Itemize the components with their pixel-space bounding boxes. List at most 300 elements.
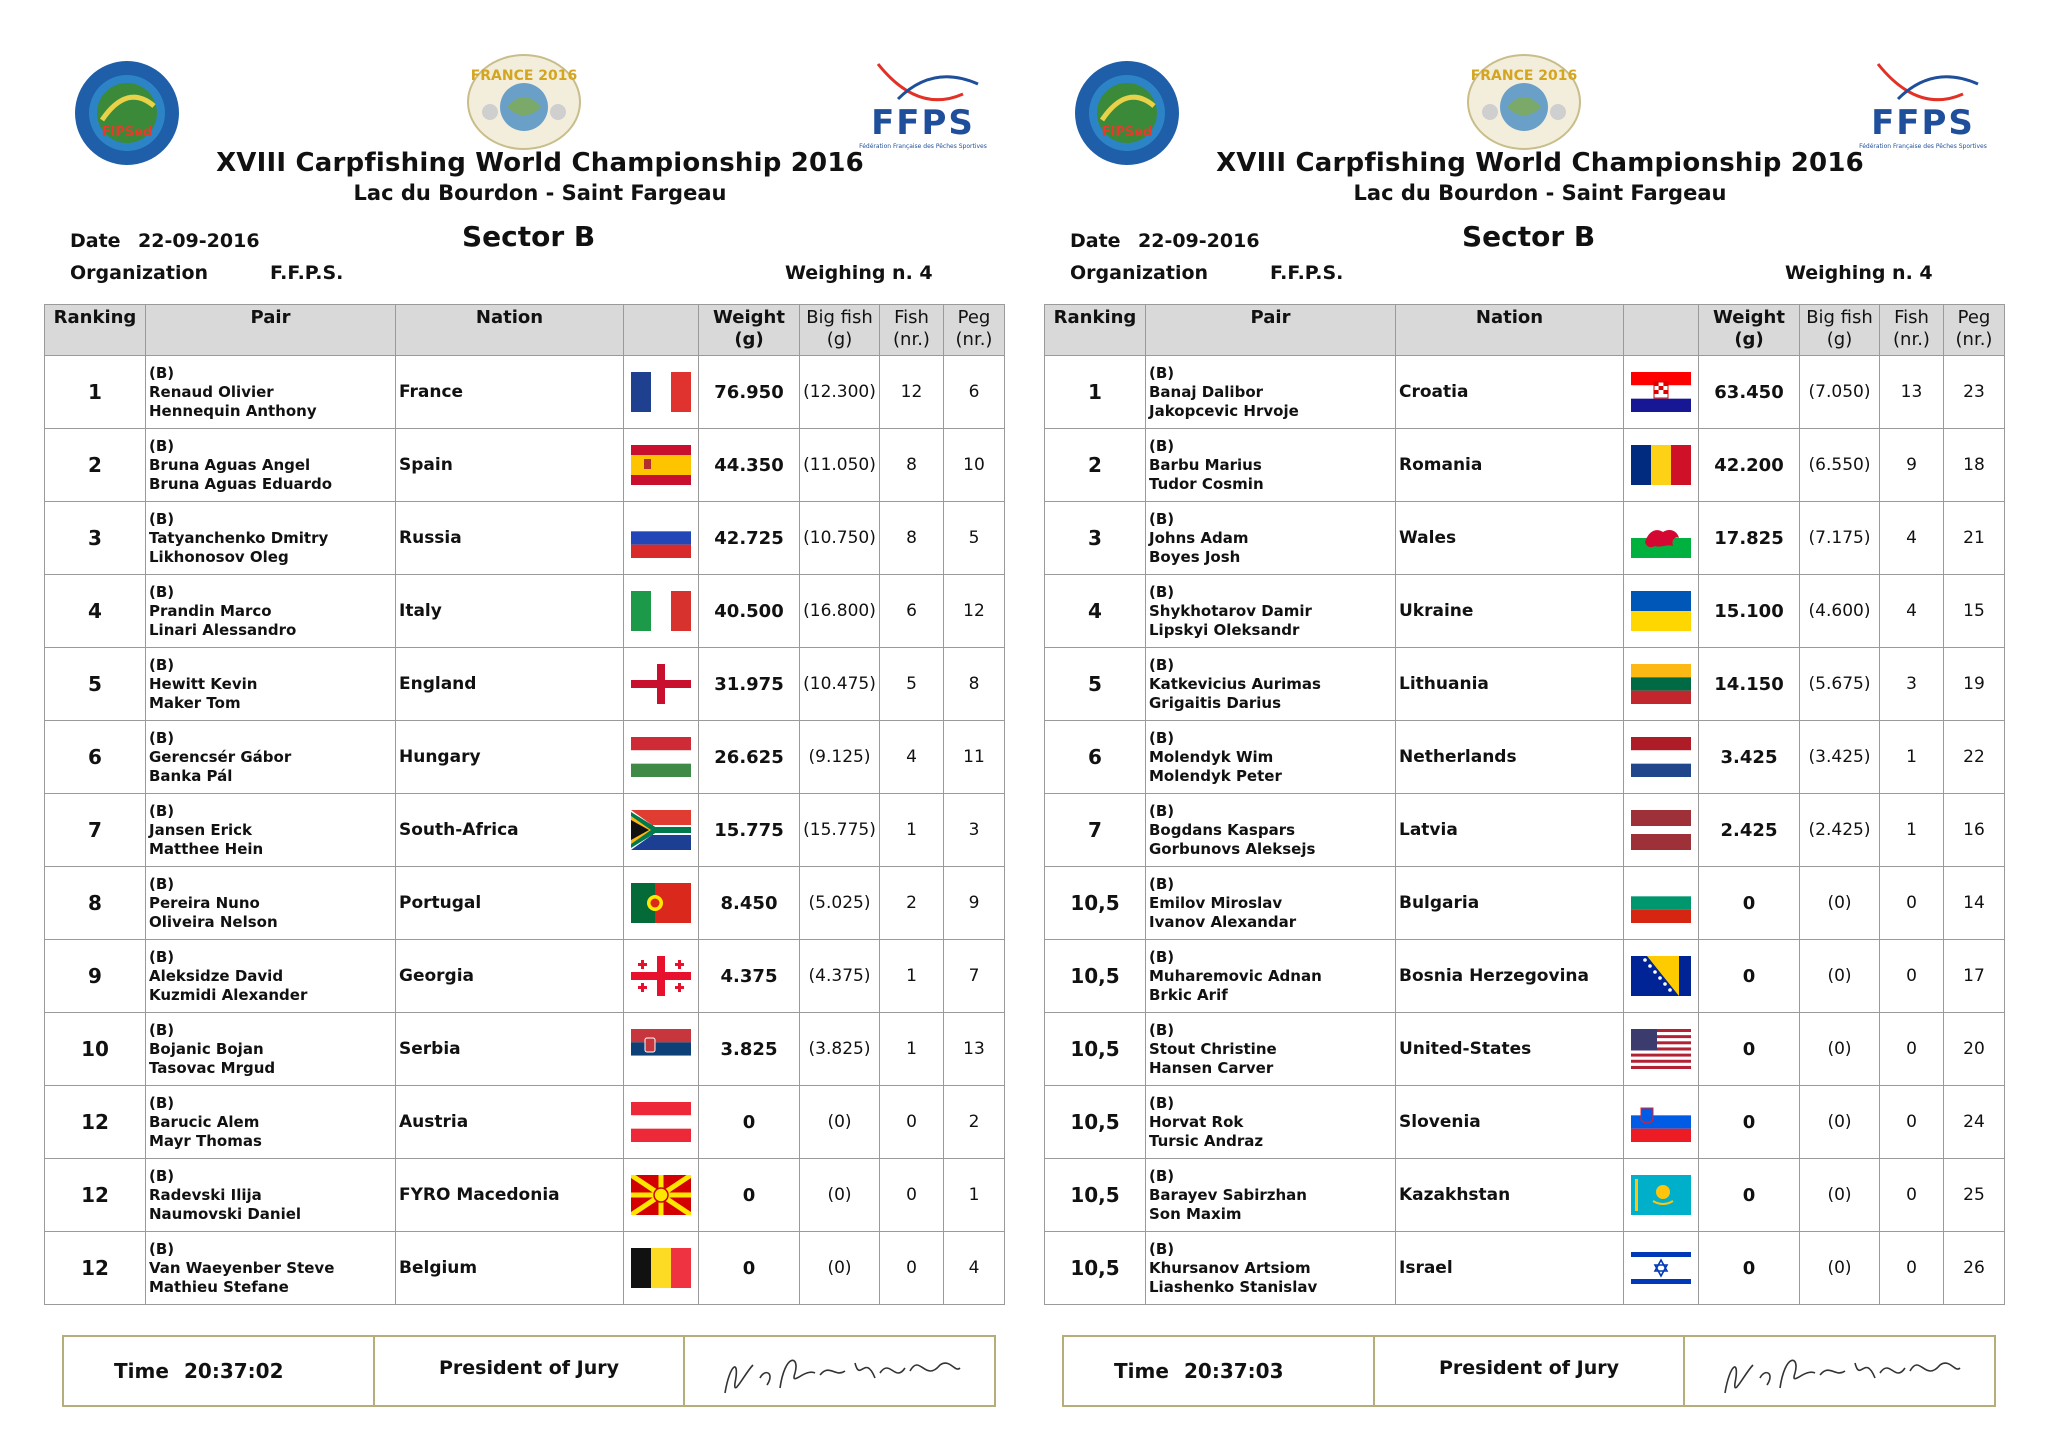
nation-cell: Ukraine [1396, 575, 1624, 648]
nation-cell: Italy [396, 575, 624, 648]
fish-count-cell: 4 [1880, 502, 1944, 575]
table-row [1045, 940, 2005, 1013]
fish-count-cell: 1 [880, 794, 944, 867]
fish-count-cell: 0 [880, 1232, 944, 1305]
flag-cell [1624, 1013, 1699, 1086]
page-title: XVIII Carpfishing World Championship 2016 [1216, 148, 1864, 178]
peg-cell: 25 [1944, 1159, 2005, 1232]
usa-flag [1631, 1029, 1691, 1069]
ranking-cell: 5 [1045, 648, 1146, 721]
pair-cell [1146, 1159, 1396, 1232]
col-header-pair: Pair [1146, 305, 1396, 356]
weight-cell: 40.500 [699, 575, 800, 648]
ffps-logo-text: FFPS [1871, 103, 1975, 143]
ranking-cell: 5 [45, 648, 146, 721]
nation-cell: England [396, 648, 624, 721]
fish-count-cell: 0 [1880, 1232, 1944, 1305]
netherlands-flag [1631, 737, 1691, 777]
table-row [45, 502, 1005, 575]
bigfish-cell: (0) [1800, 940, 1880, 1013]
pair-sector: (B) [149, 874, 175, 893]
nation-cell: Belgium [396, 1232, 624, 1305]
weighing-number: Weighing n. 4 [1785, 262, 1933, 284]
fish-count-cell: 3 [1880, 648, 1944, 721]
nation-cell: Bulgaria [1396, 867, 1624, 940]
pair-cell [1146, 356, 1396, 429]
pair-member-1: Bogdans Kaspars [1149, 820, 1296, 839]
bulgaria-flag [1631, 883, 1691, 923]
hungary-flag [631, 737, 691, 777]
pair-member-1: Bojanic Bojan [149, 1039, 264, 1058]
results-body [45, 356, 1005, 1305]
nation-cell: Austria [396, 1086, 624, 1159]
pair-member-1: Shykhotarov Damir [1149, 601, 1312, 620]
pair-cell [146, 867, 396, 940]
pair-cell [146, 429, 396, 502]
ranking-cell: 8 [45, 867, 146, 940]
latvia-flag [1631, 810, 1691, 850]
pair-cell [1146, 1013, 1396, 1086]
fish-count-cell: 2 [880, 867, 944, 940]
pair-cell [1146, 867, 1396, 940]
table-row [1045, 502, 2005, 575]
peg-cell: 18 [1944, 429, 2005, 502]
bigfish-cell: (5.025) [800, 867, 880, 940]
nation-cell: Kazakhstan [1396, 1159, 1624, 1232]
col-header-peg: Peg (nr.) [1944, 305, 2005, 356]
nation-cell: Croatia [1396, 356, 1624, 429]
table-row [45, 940, 1005, 1013]
pair-cell [146, 356, 396, 429]
fish-count-cell: 0 [1880, 1013, 1944, 1086]
weight-cell: 17.825 [1699, 502, 1800, 575]
nation-cell: Hungary [396, 721, 624, 794]
flag-cell [624, 721, 699, 794]
table-row [1045, 794, 2005, 867]
nation-cell: Slovenia [1396, 1086, 1624, 1159]
flag-cell [624, 1013, 699, 1086]
ranking-cell: 10,5 [1045, 1013, 1146, 1086]
peg-cell: 24 [1944, 1086, 2005, 1159]
israel-flag [1631, 1248, 1691, 1288]
footer-jury-cell [1375, 1337, 1686, 1405]
weight-cell: 0 [1699, 1013, 1800, 1086]
col-header-weight: Weight (g) [699, 305, 800, 356]
pair-member-2: Molendyk Peter [1149, 766, 1282, 785]
pair-member-1: Horvat Rok [1149, 1112, 1244, 1131]
pair-member-1: Khursanov Artsiom [1149, 1258, 1311, 1277]
pair-sector: (B) [149, 582, 175, 601]
fish-count-cell: 8 [880, 502, 944, 575]
fish-count-cell: 0 [880, 1086, 944, 1159]
pair-cell [146, 575, 396, 648]
pair-member-1: Barayev Sabirzhan [1149, 1185, 1307, 1204]
peg-cell: 12 [944, 575, 1005, 648]
peg-cell: 2 [944, 1086, 1005, 1159]
weight-cell: 26.625 [699, 721, 800, 794]
organization-value: F.F.P.S. [270, 262, 344, 284]
nation-cell: Portugal [396, 867, 624, 940]
serbia-flag [631, 1029, 691, 1069]
table-row [45, 356, 1005, 429]
pair-member-2: Son Maxim [1149, 1204, 1242, 1223]
col-header-fish: Fish (nr.) [1880, 305, 1944, 356]
fish-count-cell: 13 [1880, 356, 1944, 429]
england-flag [631, 664, 691, 704]
bigfish-cell: (0) [800, 1232, 880, 1305]
weight-cell: 0 [1699, 867, 1800, 940]
ranking-cell: 10,5 [1045, 940, 1146, 1013]
pair-member-2: Likhonosov Oleg [149, 547, 289, 566]
table-row [45, 648, 1005, 721]
flag-cell [1624, 1086, 1699, 1159]
col-header-flag [624, 305, 699, 356]
bigfish-cell: (5.675) [1800, 648, 1880, 721]
macedonia-flag [631, 1175, 691, 1215]
pair-member-2: Mathieu Stefane [149, 1277, 289, 1296]
pair-sector: (B) [149, 801, 175, 820]
col-header-fish: Fish (nr.) [880, 305, 944, 356]
ffps-logo-text: FFPS [871, 103, 975, 143]
nation-cell: Georgia [396, 940, 624, 1013]
organization-label: Organization [1070, 262, 1209, 284]
bigfish-cell: (4.375) [800, 940, 880, 1013]
page-title: XVIII Carpfishing World Championship 2016 [216, 148, 864, 178]
pair-cell [146, 648, 396, 721]
footer-box [62, 1335, 996, 1407]
fish-count-cell: 4 [880, 721, 944, 794]
bigfish-cell: (4.600) [1800, 575, 1880, 648]
pair-member-2: Tursic Andraz [1149, 1131, 1264, 1150]
president-of-jury-label: President of Jury [1439, 1357, 1619, 1379]
table-row [45, 1013, 1005, 1086]
pair-sector: (B) [1149, 655, 1175, 674]
ffps-logo [1858, 54, 1988, 154]
pair-sector: (B) [1149, 509, 1175, 528]
pair-member-1: Renaud Olivier [149, 382, 274, 401]
pair-member-1: Hewitt Kevin [149, 674, 258, 693]
pair-member-1: Johns Adam [1149, 528, 1249, 547]
pair-member-2: Brkic Arif [1149, 985, 1228, 1004]
bigfish-cell: (0) [1800, 1159, 1880, 1232]
fish-count-cell: 9 [1880, 429, 1944, 502]
bigfish-cell: (0) [1800, 1232, 1880, 1305]
pair-cell [1146, 429, 1396, 502]
weight-cell: 76.950 [699, 356, 800, 429]
belgium-flag [631, 1248, 691, 1288]
ranking-cell: 1 [45, 356, 146, 429]
peg-cell: 26 [1944, 1232, 2005, 1305]
table-header-row [1045, 305, 2005, 356]
pair-member-2: Grigaitis Darius [1149, 693, 1282, 712]
signature [705, 1343, 975, 1403]
france-2016-logo [1465, 52, 1583, 152]
weight-cell: 4.375 [699, 940, 800, 1013]
pair-sector: (B) [1149, 1020, 1175, 1039]
france-2016-logo [465, 52, 583, 152]
weight-cell: 14.150 [1699, 648, 1800, 721]
pair-sector: (B) [149, 1166, 175, 1185]
pair-member-1: Prandin Marco [149, 601, 272, 620]
pair-member-1: Banaj Dalibor [1149, 382, 1264, 401]
pair-member-2: Gorbunovs Aleksejs [1149, 839, 1316, 858]
signature [1705, 1343, 1975, 1403]
nation-cell: Latvia [1396, 794, 1624, 867]
footer-time-cell [1064, 1337, 1375, 1405]
pair-member-2: Kuzmidi Alexander [149, 985, 308, 1004]
pair-sector: (B) [149, 655, 175, 674]
pair-member-1: Van Waeyenber Steve [149, 1258, 335, 1277]
weight-cell: 42.200 [1699, 429, 1800, 502]
table-header-row [45, 305, 1005, 356]
pair-member-1: Molendyk Wim [1149, 747, 1274, 766]
peg-cell: 3 [944, 794, 1005, 867]
ranking-cell: 7 [1045, 794, 1146, 867]
pair-sector: (B) [1149, 1093, 1175, 1112]
peg-cell: 9 [944, 867, 1005, 940]
ranking-cell: 3 [1045, 502, 1146, 575]
col-header-bigfish: Big fish (g) [1800, 305, 1880, 356]
pair-member-2: Linari Alessandro [149, 620, 297, 639]
peg-cell: 21 [1944, 502, 2005, 575]
pair-cell [146, 794, 396, 867]
pair-cell [1146, 1086, 1396, 1159]
fish-count-cell: 8 [880, 429, 944, 502]
table-row [1045, 356, 2005, 429]
fish-count-cell: 5 [880, 648, 944, 721]
result-sheet [1040, 0, 2040, 1447]
col-header-ranking: Ranking [1045, 305, 1146, 356]
pair-member-2: Tudor Cosmin [1149, 474, 1264, 493]
fish-count-cell: 1 [880, 1013, 944, 1086]
table-row [1045, 721, 2005, 794]
pair-member-2: Oliveira Nelson [149, 912, 278, 931]
flag-cell [624, 648, 699, 721]
bigfish-cell: (3.825) [800, 1013, 880, 1086]
ranking-cell: 2 [1045, 429, 1146, 502]
bigfish-cell: (0) [1800, 867, 1880, 940]
weight-cell: 15.100 [1699, 575, 1800, 648]
weight-cell: 0 [1699, 1159, 1800, 1232]
ranking-cell: 9 [45, 940, 146, 1013]
lithuania-flag [1631, 664, 1691, 704]
flag-cell [624, 502, 699, 575]
portugal-flag [631, 883, 691, 923]
bigfish-cell: (9.125) [800, 721, 880, 794]
bigfish-cell: (0) [800, 1159, 880, 1232]
pair-cell [1146, 721, 1396, 794]
peg-cell: 13 [944, 1013, 1005, 1086]
time-value: 20:37:02 [184, 1359, 284, 1383]
pair-cell [1146, 648, 1396, 721]
fish-count-cell: 0 [1880, 1159, 1944, 1232]
pair-member-1: Stout Christine [1149, 1039, 1277, 1058]
bigfish-cell: (7.175) [1800, 502, 1880, 575]
pair-sector: (B) [1149, 1239, 1175, 1258]
pair-member-2: Matthee Hein [149, 839, 264, 858]
peg-cell: 4 [944, 1232, 1005, 1305]
pair-member-2: Lipskyi Oleksandr [1149, 620, 1300, 639]
result-sheet [40, 0, 1040, 1447]
fish-count-cell: 1 [1880, 721, 1944, 794]
bigfish-cell: (10.750) [800, 502, 880, 575]
col-header-flag [1624, 305, 1699, 356]
slovenia-flag [1631, 1102, 1691, 1142]
table-row [45, 794, 1005, 867]
france-logo-text: FRANCE 2016 [1470, 68, 1578, 84]
table-row [1045, 429, 2005, 502]
pair-sector: (B) [149, 1239, 175, 1258]
flag-cell [624, 1232, 699, 1305]
pair-member-2: Hennequin Anthony [149, 401, 317, 420]
spain-flag [631, 445, 691, 485]
ffps-logo-subtext: Fédération Française des Pêches Sportives [1859, 143, 1987, 150]
pair-cell [1146, 1232, 1396, 1305]
flag-cell [624, 429, 699, 502]
nation-cell: South-Africa [396, 794, 624, 867]
peg-cell: 1 [944, 1159, 1005, 1232]
nation-cell: Netherlands [1396, 721, 1624, 794]
col-header-pair: Pair [146, 305, 396, 356]
ranking-cell: 12 [45, 1159, 146, 1232]
page-subtitle: Lac du Bourdon - Saint Fargeau [353, 181, 727, 205]
ranking-cell: 1 [1045, 356, 1146, 429]
weight-cell: 3.825 [699, 1013, 800, 1086]
weight-cell: 42.725 [699, 502, 800, 575]
nation-cell: Bosnia Herzegovina [1396, 940, 1624, 1013]
footer-signature-cell [1685, 1337, 1994, 1405]
bigfish-cell: (0) [800, 1086, 880, 1159]
weight-cell: 3.425 [1699, 721, 1800, 794]
weight-cell: 0 [1699, 1232, 1800, 1305]
bosnia-flag [1631, 956, 1691, 996]
ranking-cell: 10 [45, 1013, 146, 1086]
weight-cell: 15.775 [699, 794, 800, 867]
footer-signature-cell [685, 1337, 994, 1405]
organization-label: Organization [70, 262, 209, 284]
pair-member-1: Tatyanchenko Dmitry [149, 528, 329, 547]
pair-sector: (B) [1149, 947, 1175, 966]
pair-sector: (B) [1149, 728, 1175, 747]
pair-member-2: Tasovac Mrgud [149, 1058, 276, 1077]
weight-cell: 31.975 [699, 648, 800, 721]
flag-cell [1624, 794, 1699, 867]
nation-cell: Spain [396, 429, 624, 502]
pair-cell [146, 721, 396, 794]
table-row [45, 867, 1005, 940]
pair-cell [146, 1232, 396, 1305]
table-row [1045, 867, 2005, 940]
fipsed-logo-text: FIPSed [101, 125, 153, 140]
flag-cell [1624, 648, 1699, 721]
pair-member-1: Muharemovic Adnan [1149, 966, 1322, 985]
time-value: 20:37:03 [1184, 1359, 1284, 1383]
pair-sector: (B) [149, 509, 175, 528]
table-row [45, 1159, 1005, 1232]
date-label: Date [70, 230, 121, 252]
bigfish-cell: (3.425) [1800, 721, 1880, 794]
pair-cell [1146, 940, 1396, 1013]
time-label: Time [1114, 1359, 1169, 1383]
ranking-cell: 10,5 [1045, 1086, 1146, 1159]
time-label: Time [114, 1359, 169, 1383]
pair-member-1: Emilov Miroslav [1149, 893, 1283, 912]
pair-member-1: Barbu Marius [1149, 455, 1262, 474]
ranking-cell: 4 [45, 575, 146, 648]
bigfish-cell: (16.800) [800, 575, 880, 648]
pair-member-2: Mayr Thomas [149, 1131, 262, 1150]
pair-member-2: Boyes Josh [1149, 547, 1241, 566]
pair-sector: (B) [1149, 1166, 1175, 1185]
pair-cell [146, 940, 396, 1013]
russia-flag [631, 518, 691, 558]
ranking-cell: 12 [45, 1232, 146, 1305]
bigfish-cell: (0) [1800, 1013, 1880, 1086]
pair-sector: (B) [149, 1020, 175, 1039]
weight-cell: 0 [1699, 940, 1800, 1013]
pair-member-2: Ivanov Alexandar [1149, 912, 1297, 931]
pair-sector: (B) [1149, 874, 1175, 893]
col-header-peg: Peg (nr.) [944, 305, 1005, 356]
romania-flag [1631, 445, 1691, 485]
weight-cell: 2.425 [1699, 794, 1800, 867]
kazakhstan-flag [1631, 1175, 1691, 1215]
footer-jury-cell [375, 1337, 686, 1405]
fipsed-logo-text: FIPSed [1101, 125, 1153, 140]
page-subtitle: Lac du Bourdon - Saint Fargeau [1353, 181, 1727, 205]
georgia-flag [631, 956, 691, 996]
flag-cell [1624, 575, 1699, 648]
fish-count-cell: 0 [880, 1159, 944, 1232]
col-header-bigfish: Big fish (g) [800, 305, 880, 356]
ranking-cell: 12 [45, 1086, 146, 1159]
pair-sector: (B) [149, 436, 175, 455]
flag-cell [624, 575, 699, 648]
peg-cell: 23 [1944, 356, 2005, 429]
table-row [45, 1086, 1005, 1159]
pair-member-1: Katkevicius Aurimas [1149, 674, 1321, 693]
pair-member-2: Jakopcevic Hrvoje [1149, 401, 1299, 420]
flag-cell [624, 940, 699, 1013]
flag-cell [1624, 1159, 1699, 1232]
sector-title: Sector B [1462, 220, 1596, 253]
peg-cell: 22 [1944, 721, 2005, 794]
table-row [1045, 575, 2005, 648]
peg-cell: 17 [1944, 940, 2005, 1013]
flag-cell [1624, 721, 1699, 794]
table-row [45, 429, 1005, 502]
date-label: Date [1070, 230, 1121, 252]
weight-cell: 0 [699, 1086, 800, 1159]
peg-cell: 19 [1944, 648, 2005, 721]
bigfish-cell: (11.050) [800, 429, 880, 502]
pair-sector: (B) [1149, 436, 1175, 455]
col-header-nation: Nation [1396, 305, 1624, 356]
pair-cell [1146, 575, 1396, 648]
pair-sector: (B) [149, 363, 175, 382]
ranking-cell: 10,5 [1045, 1232, 1146, 1305]
nation-cell: Serbia [396, 1013, 624, 1086]
peg-cell: 20 [1944, 1013, 2005, 1086]
flag-cell [1624, 867, 1699, 940]
weight-cell: 0 [699, 1232, 800, 1305]
fish-count-cell: 1 [880, 940, 944, 1013]
weight-cell: 63.450 [1699, 356, 1800, 429]
pair-member-1: Gerencsér Gábor [149, 747, 292, 766]
nation-cell: France [396, 356, 624, 429]
ranking-cell: 4 [1045, 575, 1146, 648]
fish-count-cell: 1 [1880, 794, 1944, 867]
